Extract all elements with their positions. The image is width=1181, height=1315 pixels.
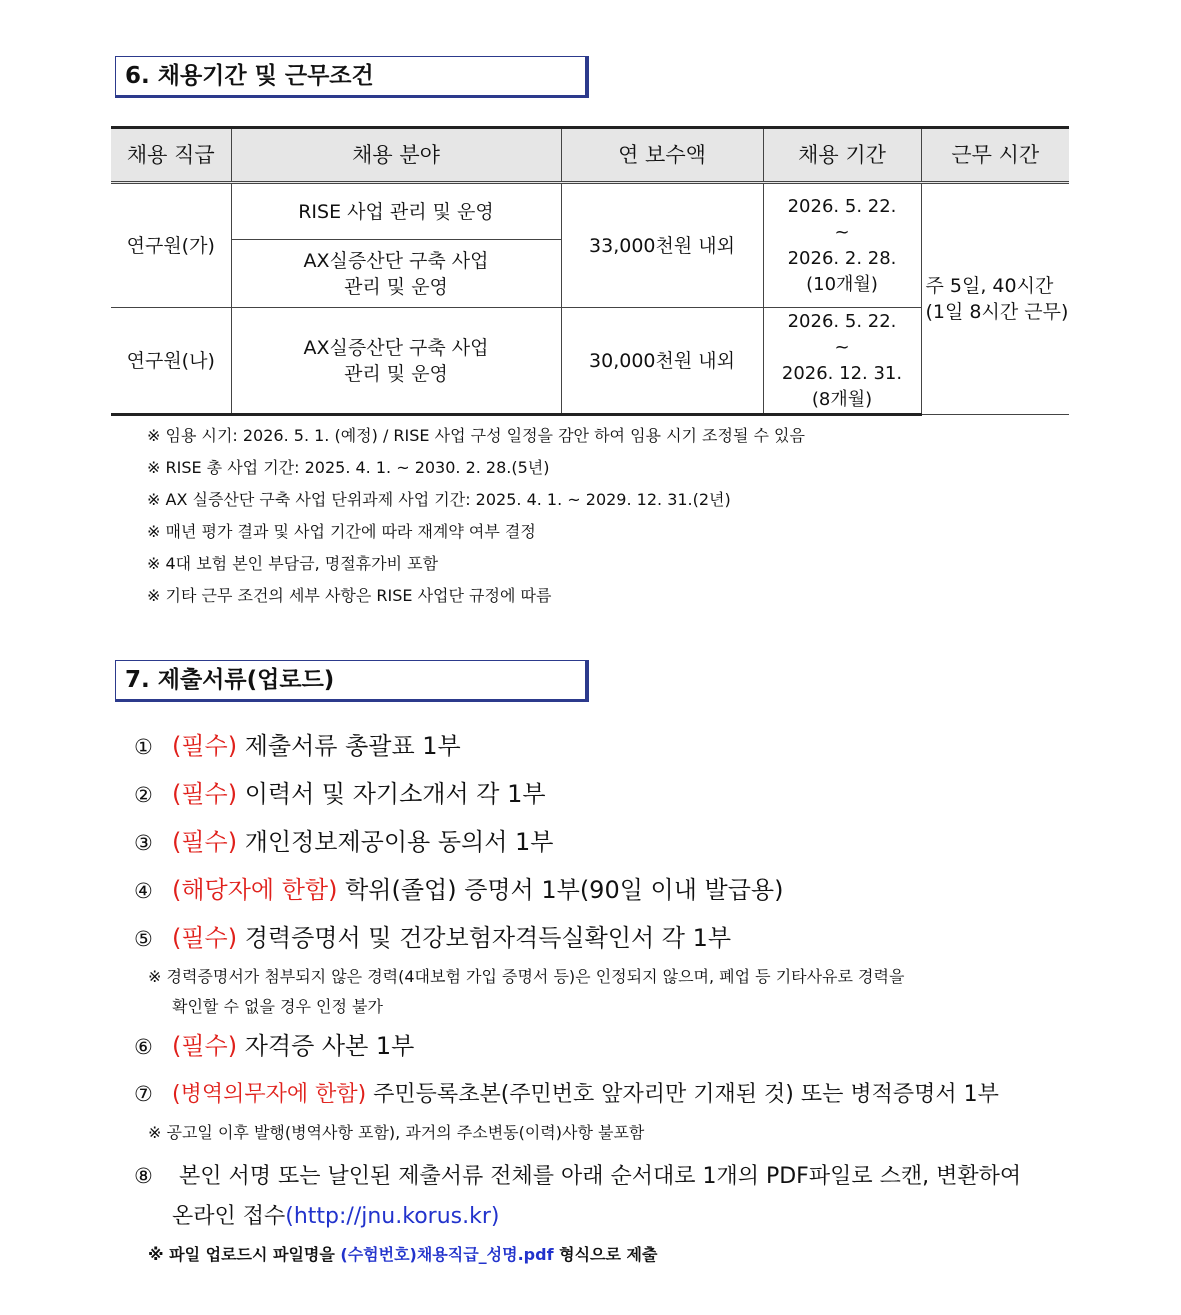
item-text: 개인정보제공이용 동의서 1부	[237, 828, 554, 856]
list-item	[134, 818, 1094, 866]
field-line: 관리 및 운영	[344, 275, 448, 298]
item-number: ②	[134, 783, 153, 807]
filename-note-suffix: 형식으로 제출	[553, 1245, 658, 1264]
table-row	[111, 183, 1069, 240]
item-number: ③	[134, 831, 153, 855]
period-duration: (10개월)	[806, 273, 878, 295]
list-item	[134, 866, 1094, 914]
position-cell: 연구원(가)	[111, 183, 231, 308]
recruitment-table	[111, 126, 1069, 416]
note-item: ※ RISE 총 사업 기간: 2025. 4. 1. ~ 2030. 2. 28.(5년)	[147, 458, 550, 477]
list-item	[134, 1022, 1094, 1070]
item-text-line2: 온라인 접수	[172, 1204, 286, 1229]
header-field: 채용 분야	[231, 128, 561, 183]
filename-note-prefix: ※ 파일 업로드시 파일명을	[148, 1245, 341, 1264]
period-end: 2026. 2. 28.	[787, 247, 897, 269]
military-note: ※ 공고일 이후 발행(병역사항 포함), 과거의 주소변동(이력)사항 불포함	[148, 1123, 645, 1142]
period-start: 2026. 5. 22.	[787, 195, 897, 217]
header-position: 채용 직급	[111, 128, 231, 183]
note-item: ※ 기타 근무 조건의 세부 사항은 RISE 사업단 규정에 따름	[147, 586, 552, 605]
section-6-title: 6. 채용기간 및 근무조건	[115, 56, 589, 98]
position-cell: 연구원(나)	[111, 308, 231, 415]
field-line: AX실증산단 구축 사업	[303, 249, 489, 272]
filename-note	[134, 1239, 1094, 1271]
item-number: ⑤	[134, 927, 153, 951]
note-item: ※ AX 실증산단 구축 사업 단위과제 사업 기간: 2025. 4. 1. ~ 2029. 12. 31.(2년)	[147, 490, 731, 509]
note-item: ※ 4대 보험 본인 부담금, 명절휴가비 포함	[147, 554, 439, 573]
item-number: ①	[134, 735, 153, 759]
section-7-title: 7. 제출서류(업로드)	[115, 660, 589, 702]
employment-notes	[147, 420, 805, 612]
item-number: ④	[134, 879, 153, 903]
item-tag: (해당자에 한함)	[172, 876, 338, 904]
item-number: ⑧	[134, 1164, 153, 1188]
period-cell	[763, 308, 921, 415]
list-item	[134, 722, 1094, 770]
list-item	[134, 914, 1094, 962]
salary-cell: 30,000천원 내외	[561, 308, 763, 415]
header-work-time: 근무 시간	[921, 128, 1069, 183]
item-text: 이력서 및 자기소개서 각 1부	[237, 780, 546, 808]
period-tilde: ~	[834, 221, 850, 243]
period-cell	[763, 183, 921, 308]
item-text: 제출서류 총괄표 1부	[237, 732, 461, 760]
field-cell: RISE 사업 관리 및 운영	[231, 183, 561, 240]
period-end: 2026. 12. 31.	[781, 362, 903, 384]
header-period: 채용 기간	[763, 128, 921, 183]
item-tag: (필수)	[172, 732, 238, 760]
field-line: AX실증산단 구축 사업	[303, 336, 489, 359]
document-list	[134, 722, 1094, 1271]
item-tag: (필수)	[172, 780, 238, 808]
item-number: ⑦	[134, 1082, 153, 1106]
career-note-line1: ※ 경력증명서가 첨부되지 않은 경력(4대보험 가입 증명서 등)은 인정되지 않으며, 폐업 등 기타사유로 경력을	[148, 967, 905, 986]
item-tag: (병역의무자에 한함)	[172, 1082, 367, 1107]
item-text: 경력증명서 및 건강보험자격득실확인서 각 1부	[237, 924, 732, 952]
item-text: 본인 서명 또는 날인된 제출서류 전체를 아래 순서대로 1개의 PDF파일로 스캔, 변환하여	[172, 1164, 1022, 1189]
salary-cell: 33,000천원 내외	[561, 183, 763, 308]
note-item: ※ 임용 시기: 2026. 5. 1. (예정) / RISE 사업 구성 일정을 감안 하여 임용 시기 조정될 수 있음	[147, 426, 805, 445]
item-text: 주민등록초본(주민번호 앞자리만 기재된 것) 또는 병적증명서 1부	[366, 1082, 999, 1107]
item-text: 자격증 사본 1부	[237, 1032, 415, 1060]
item-text: 학위(졸업) 증명서 1부(90일 이내 발급용)	[337, 876, 784, 904]
list-item	[134, 1070, 1094, 1118]
field-line: 관리 및 운영	[344, 362, 448, 385]
table-header-row	[111, 128, 1069, 183]
period-start: 2026. 5. 22.	[787, 310, 897, 332]
work-time-line2: (1일 8시간 근무)	[925, 301, 1069, 323]
item-number: ⑥	[134, 1035, 153, 1059]
note-item: ※ 매년 평가 결과 및 사업 기간에 따라 재계약 여부 결정	[147, 522, 536, 541]
period-duration: (8개월)	[811, 388, 873, 410]
period-tilde: ~	[834, 336, 850, 358]
work-time-line1: 주 5일, 40시간	[925, 275, 1054, 297]
list-item	[134, 770, 1094, 818]
application-url-link[interactable]: (http://jnu.korus.kr)	[285, 1204, 500, 1229]
career-note	[134, 962, 1094, 1022]
field-cell	[231, 240, 561, 308]
item-tag: (필수)	[172, 924, 238, 952]
career-note-line2: 확인할 수 없을 경우 인정 불가	[172, 997, 383, 1016]
work-time-cell	[921, 183, 1069, 415]
filename-format: (수험번호)채용직급_성명.pdf	[340, 1245, 554, 1264]
item-tag: (필수)	[172, 828, 238, 856]
list-item	[134, 1156, 1094, 1237]
item-tag: (필수)	[172, 1032, 238, 1060]
header-salary: 연 보수액	[561, 128, 763, 183]
field-cell	[231, 308, 561, 415]
